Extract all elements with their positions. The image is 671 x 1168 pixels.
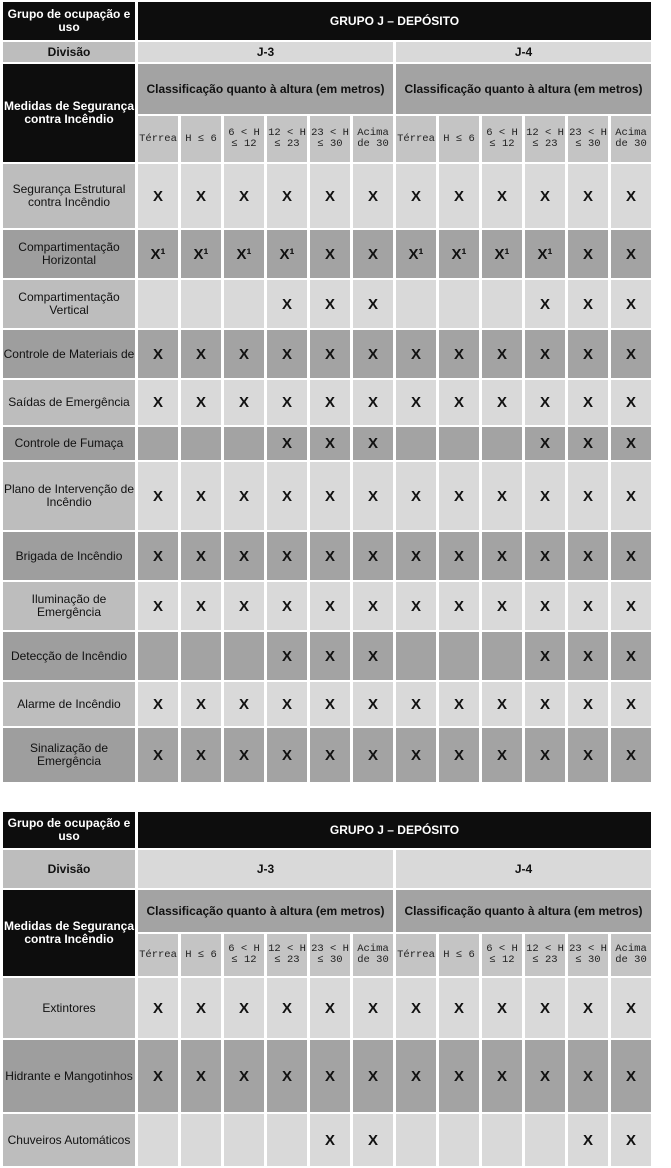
requirement-cell: X	[181, 682, 221, 726]
requirement-cell: X	[525, 582, 565, 630]
grupo-label: Grupo de ocupação e uso	[3, 2, 135, 40]
requirement-cell: X	[224, 1040, 264, 1112]
measure-label: Compartimentação Vertical	[3, 280, 135, 328]
measure-label: Controle de Materiais de	[3, 330, 135, 378]
requirement-cell: X	[568, 1114, 608, 1166]
table-2-body	[3, 978, 651, 1166]
requirement-cell	[482, 1114, 522, 1166]
measure-label: Compartimentação Horizontal	[3, 230, 135, 278]
requirement-cell: X	[181, 728, 221, 782]
requirement-cell: X	[224, 682, 264, 726]
altura-col: H ≤ 6	[439, 934, 479, 976]
requirement-cell: X	[138, 728, 178, 782]
requirement-cell: X	[396, 728, 436, 782]
requirement-cell: X	[439, 164, 479, 228]
requirement-cell: X	[482, 380, 522, 425]
divisao-j3: J-3	[138, 850, 393, 888]
altura-col: H ≤ 6	[181, 116, 221, 162]
requirement-cell: X	[138, 978, 178, 1038]
requirement-cell: X¹	[267, 230, 307, 278]
altura-col: Acima de 30	[353, 934, 393, 976]
table-row	[3, 164, 651, 228]
requirement-cell: X	[611, 682, 651, 726]
requirement-cell: X	[267, 632, 307, 680]
altura-col: Térrea	[396, 934, 436, 976]
requirement-cell: X	[353, 582, 393, 630]
requirement-cell: X	[396, 1040, 436, 1112]
requirement-cell: X	[611, 582, 651, 630]
requirement-cell: X	[224, 164, 264, 228]
requirement-cell: X	[439, 978, 479, 1038]
requirement-cell: X	[310, 682, 350, 726]
requirement-cell: X	[353, 1040, 393, 1112]
requirement-cell: X	[181, 462, 221, 530]
divisao-label: Divisão	[3, 42, 135, 62]
altura-col: 12 < H ≤ 23	[525, 934, 565, 976]
requirement-cell: X	[181, 330, 221, 378]
altura-col: H ≤ 6	[181, 934, 221, 976]
altura-col: Térrea	[138, 934, 178, 976]
table-row	[3, 380, 651, 425]
requirement-cell: X	[482, 1040, 522, 1112]
measure-label: Detecção de Incêndio	[3, 632, 135, 680]
requirement-cell: X¹	[482, 230, 522, 278]
requirement-cell: X	[568, 280, 608, 328]
requirement-cell: X	[353, 632, 393, 680]
requirement-cell: X	[525, 164, 565, 228]
requirement-cell: X	[181, 978, 221, 1038]
requirement-cell: X	[525, 330, 565, 378]
requirement-cell: X	[353, 164, 393, 228]
requirement-cell: X	[310, 1114, 350, 1166]
divisao-j4: J-4	[396, 42, 651, 62]
altura-col: 6 < H ≤ 12	[224, 934, 264, 976]
requirement-cell	[482, 632, 522, 680]
measure-label: Controle de Fumaça	[3, 427, 135, 460]
requirement-cell: X	[611, 462, 651, 530]
requirement-cell: X	[310, 280, 350, 328]
grupo-title: GRUPO J – DEPÓSITO	[138, 812, 651, 848]
requirement-cell: X	[353, 280, 393, 328]
requirement-cell: X	[353, 380, 393, 425]
requirement-cell: X	[267, 532, 307, 580]
requirement-cell: X	[439, 728, 479, 782]
requirement-cell	[439, 1114, 479, 1166]
table-row	[3, 978, 651, 1038]
requirement-cell: X	[482, 582, 522, 630]
requirement-cell	[224, 1114, 264, 1166]
requirement-cell: X	[181, 164, 221, 228]
requirement-cell: X	[310, 532, 350, 580]
requirement-cell: X	[224, 462, 264, 530]
requirement-cell: X	[224, 532, 264, 580]
requirement-cell: X	[482, 330, 522, 378]
requirement-cell: X	[310, 330, 350, 378]
requirement-cell: X	[181, 1040, 221, 1112]
measure-label: Extintores	[3, 978, 135, 1038]
requirement-cell: X	[611, 230, 651, 278]
requirement-cell: X	[181, 380, 221, 425]
table-row	[3, 427, 651, 460]
requirement-cell	[181, 427, 221, 460]
table-row	[3, 462, 651, 530]
altura-col: 12 < H ≤ 23	[267, 934, 307, 976]
measure-label: Plano de Intervenção de Incêndio	[3, 462, 135, 530]
requirement-cell: X	[353, 230, 393, 278]
requirement-cell	[181, 280, 221, 328]
requirement-cell	[525, 1114, 565, 1166]
measure-label: Hidrante e Mangotinhos	[3, 1040, 135, 1112]
requirement-cell	[138, 632, 178, 680]
table-row	[3, 280, 651, 328]
requirement-cell: X	[310, 728, 350, 782]
requirement-cell: X¹	[439, 230, 479, 278]
requirement-cell: X	[310, 1040, 350, 1112]
requirement-cell: X	[482, 978, 522, 1038]
requirement-cell: X	[611, 532, 651, 580]
measure-label: Iluminação de Emergência	[3, 582, 135, 630]
table-row	[3, 682, 651, 726]
table-2	[0, 810, 654, 1168]
requirement-cell: X	[138, 582, 178, 630]
altura-col: 23 < H ≤ 30	[310, 116, 350, 162]
altura-col: 23 < H ≤ 30	[568, 934, 608, 976]
requirement-cell	[482, 280, 522, 328]
requirement-cell: X	[267, 280, 307, 328]
requirement-cell: X	[525, 682, 565, 726]
requirement-cell	[439, 427, 479, 460]
measure-label: Sinalização de Emergência	[3, 728, 135, 782]
requirement-cell: X	[568, 682, 608, 726]
requirement-cell: X	[439, 330, 479, 378]
requirement-cell: X	[611, 427, 651, 460]
requirement-cell: X¹	[181, 230, 221, 278]
requirement-cell: X¹	[138, 230, 178, 278]
table-row	[3, 728, 651, 782]
table-1-body	[3, 164, 651, 782]
requirement-cell: X	[396, 330, 436, 378]
requirement-cell: X	[568, 632, 608, 680]
requirement-cell: X	[224, 728, 264, 782]
requirement-cell: X	[439, 682, 479, 726]
requirement-cell: X¹	[396, 230, 436, 278]
requirement-cell: X	[568, 728, 608, 782]
requirement-cell: X	[568, 330, 608, 378]
requirement-cell	[439, 280, 479, 328]
grupo-label: Grupo de ocupação e uso	[3, 812, 135, 848]
altura-col: Térrea	[138, 116, 178, 162]
requirement-cell: X	[482, 532, 522, 580]
requirement-cell: X	[525, 427, 565, 460]
requirement-cell: X	[267, 427, 307, 460]
table-row	[3, 1040, 651, 1112]
requirement-cell: X	[525, 280, 565, 328]
requirement-cell: X	[267, 728, 307, 782]
requirement-cell: X	[310, 632, 350, 680]
requirement-cell: X	[353, 427, 393, 460]
requirement-cell: X	[611, 632, 651, 680]
requirement-cell: X	[138, 462, 178, 530]
measure-label: Chuveiros Automáticos	[3, 1114, 135, 1166]
requirement-cell: X	[568, 380, 608, 425]
table-row	[3, 1114, 651, 1166]
requirement-cell: X	[568, 427, 608, 460]
divisao-j4: J-4	[396, 850, 651, 888]
requirement-cell: X	[439, 1040, 479, 1112]
requirement-cell: X	[482, 462, 522, 530]
requirement-cell: X	[353, 728, 393, 782]
requirement-cell: X	[396, 532, 436, 580]
altura-col: 6 < H ≤ 12	[482, 116, 522, 162]
requirement-cell: X	[439, 462, 479, 530]
requirement-cell: X	[482, 164, 522, 228]
requirement-cell: X	[568, 1040, 608, 1112]
requirement-cell	[396, 280, 436, 328]
requirement-cell: X	[353, 532, 393, 580]
medidas-label: Medidas de Segurança contra Incêndio	[3, 64, 135, 162]
measure-label: Saídas de Emergência	[3, 380, 135, 425]
medidas-label: Medidas de Segurança contra Incêndio	[3, 890, 135, 976]
requirement-cell	[224, 427, 264, 460]
requirement-cell: X	[396, 380, 436, 425]
requirement-cell: X	[353, 978, 393, 1038]
requirement-cell	[396, 427, 436, 460]
requirement-cell: X	[224, 380, 264, 425]
requirement-cell: X	[611, 1040, 651, 1112]
table-row	[3, 632, 651, 680]
classificacao-j4: Classificação quanto à altura (em metros)	[396, 64, 651, 114]
requirement-cell: X	[267, 330, 307, 378]
table-row	[3, 582, 651, 630]
table-row	[3, 330, 651, 378]
altura-col: 6 < H ≤ 12	[482, 934, 522, 976]
requirement-cell	[181, 632, 221, 680]
requirement-cell: X	[611, 978, 651, 1038]
requirement-cell	[181, 1114, 221, 1166]
requirement-cell: X	[181, 582, 221, 630]
requirement-cell	[439, 632, 479, 680]
requirement-cell: X	[396, 164, 436, 228]
altura-col: Acima de 30	[353, 116, 393, 162]
classificacao-j4: Classificação quanto à altura (em metros)	[396, 890, 651, 932]
measure-label: Alarme de Incêndio	[3, 682, 135, 726]
requirement-cell: X	[568, 532, 608, 580]
altura-col: 23 < H ≤ 30	[310, 934, 350, 976]
requirement-cell: X	[138, 330, 178, 378]
grupo-title: GRUPO J – DEPÓSITO	[138, 2, 651, 40]
requirement-cell: X	[181, 532, 221, 580]
requirement-cell: X	[396, 462, 436, 530]
requirement-cell	[267, 1114, 307, 1166]
requirement-cell: X	[138, 380, 178, 425]
requirement-cell: X	[224, 582, 264, 630]
requirement-cell: X	[439, 532, 479, 580]
requirement-cell	[138, 1114, 178, 1166]
requirement-cell: X	[611, 380, 651, 425]
altura-col: Acima de 30	[611, 116, 651, 162]
requirement-cell: X	[267, 582, 307, 630]
requirement-cell: X	[310, 427, 350, 460]
table-row	[3, 230, 651, 278]
requirement-cell: X	[267, 1040, 307, 1112]
requirement-cell: X	[568, 582, 608, 630]
requirement-cell: X	[525, 632, 565, 680]
divisao-label: Divisão	[3, 850, 135, 888]
requirement-cell: X	[310, 582, 350, 630]
altura-col: Acima de 30	[611, 934, 651, 976]
table-row	[3, 532, 651, 580]
requirement-cell: X	[482, 682, 522, 726]
requirement-cell: X¹	[525, 230, 565, 278]
requirement-cell: X	[267, 682, 307, 726]
requirement-cell: X	[310, 462, 350, 530]
requirement-cell	[224, 280, 264, 328]
requirement-cell: X	[224, 978, 264, 1038]
classificacao-j3: Classificação quanto à altura (em metros)	[138, 64, 393, 114]
requirement-cell: X	[611, 164, 651, 228]
requirement-cell: X	[525, 380, 565, 425]
requirement-cell: X	[138, 164, 178, 228]
requirement-cell: X	[525, 728, 565, 782]
requirement-cell: X	[525, 532, 565, 580]
requirement-cell: X¹	[224, 230, 264, 278]
requirement-cell	[138, 280, 178, 328]
measure-label: Segurança Estrutural contra Incêndio	[3, 164, 135, 228]
classificacao-j3: Classificação quanto à altura (em metros)	[138, 890, 393, 932]
requirement-cell: X	[267, 978, 307, 1038]
requirement-cell	[396, 632, 436, 680]
altura-col: 12 < H ≤ 23	[267, 116, 307, 162]
requirement-cell: X	[396, 582, 436, 630]
measure-label: Brigada de Incêndio	[3, 532, 135, 580]
requirement-cell: X	[611, 1114, 651, 1166]
requirement-cell: X	[310, 978, 350, 1038]
requirement-cell: X	[525, 1040, 565, 1112]
requirement-cell: X	[138, 682, 178, 726]
altura-col: 12 < H ≤ 23	[525, 116, 565, 162]
requirement-cell	[224, 632, 264, 680]
requirement-cell: X	[267, 164, 307, 228]
requirement-cell: X	[396, 978, 436, 1038]
altura-col: Térrea	[396, 116, 436, 162]
requirement-cell: X	[611, 280, 651, 328]
requirement-cell: X	[568, 164, 608, 228]
requirement-cell: X	[310, 380, 350, 425]
requirement-cell: X	[568, 978, 608, 1038]
requirement-cell: X	[353, 330, 393, 378]
requirement-cell: X	[267, 380, 307, 425]
requirement-cell: X	[568, 462, 608, 530]
requirement-cell: X	[568, 230, 608, 278]
requirement-cell	[482, 427, 522, 460]
requirement-cell: X	[439, 582, 479, 630]
requirement-cell: X	[525, 978, 565, 1038]
requirement-cell: X	[138, 532, 178, 580]
requirement-cell	[138, 427, 178, 460]
requirement-cell: X	[353, 462, 393, 530]
requirement-cell: X	[310, 230, 350, 278]
requirement-cell: X	[353, 1114, 393, 1166]
requirement-cell: X	[353, 682, 393, 726]
divisao-j3: J-3	[138, 42, 393, 62]
requirement-cell: X	[482, 728, 522, 782]
requirement-cell: X	[525, 462, 565, 530]
requirement-cell: X	[267, 462, 307, 530]
requirement-cell: X	[611, 728, 651, 782]
altura-col: 23 < H ≤ 30	[568, 116, 608, 162]
requirement-cell: X	[310, 164, 350, 228]
requirement-cell: X	[224, 330, 264, 378]
requirement-cell	[396, 1114, 436, 1166]
altura-col: 6 < H ≤ 12	[224, 116, 264, 162]
requirement-cell: X	[439, 380, 479, 425]
requirement-cell: X	[396, 682, 436, 726]
altura-col: H ≤ 6	[439, 116, 479, 162]
requirement-cell: X	[138, 1040, 178, 1112]
requirement-cell: X	[611, 330, 651, 378]
